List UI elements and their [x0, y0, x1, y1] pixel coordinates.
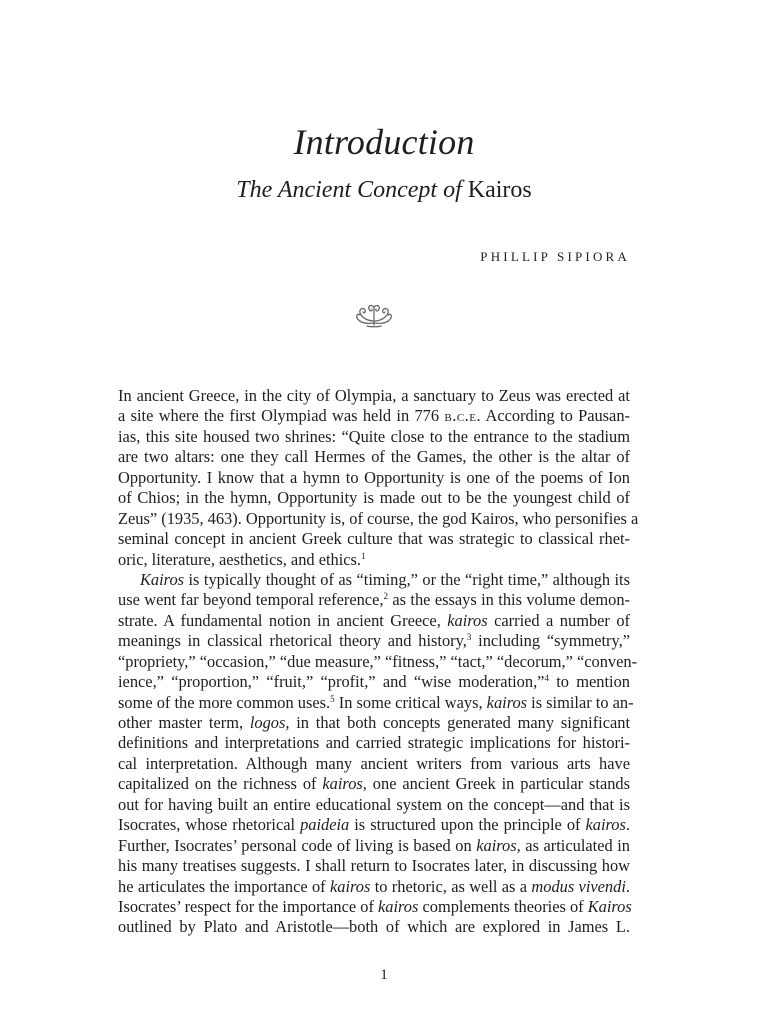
text-line: oric, literature, aesthetics, and ethics.$^1$ — [118, 549, 366, 569]
text-line: Kairos is typically thought of as “timing,” or the “right time,” although its — [140, 569, 630, 589]
text-line: meanings in classical rhetorical theory and history,$^3$ including “symmetry,” — [118, 631, 630, 651]
text-line: other master term, logos, in that both concepts generated many significant — [118, 713, 631, 732]
text-line: some of the more common uses.$^5$ In some critical ways, kairos is similar to an- — [118, 692, 634, 712]
text-line: definitions and interpretations and carried strategic implications for histori- — [118, 733, 630, 753]
text-line: his many treatises suggests. I shall return to Isocrates later, in discussing how — [118, 856, 630, 876]
text-line: of Chios; in the hymn, Opportunity is made out to be the youngest child of — [118, 488, 630, 508]
chapter-subtitle — [0, 174, 768, 206]
text-line: Isocrates’ respect for the importance of kairos complements theories of Kairos — [118, 896, 632, 916]
subtitle-italic-part: The Ancient Concept of — [236, 177, 468, 203]
text-line: a site where the first Olympiad was held in 776 b.c.e. According to Pausan- — [118, 406, 630, 426]
fleuron-ornament-icon — [354, 301, 394, 329]
author-name: PHILLIP SIPIORA — [480, 249, 630, 264]
text-line: are two altars: one they call Hermes of the Games, the other is the altar of — [118, 447, 630, 467]
text-line: Zeus” (1935, 463). Opportunity is, of course, the god Kairos, who personifies a — [118, 508, 639, 528]
footnote-marker: 1 — [361, 550, 366, 561]
text-line: outlined by Plato and Aristotle—both of which are explored in James L. — [118, 917, 630, 937]
text-line: cal interpretation. Although many ancient writers from various arts have — [118, 753, 630, 773]
text-line: he articulates the importance of kairos to rhetoric, as well as a modus vivendi. — [118, 876, 630, 896]
text-line: capitalized on the richness of kairos, one ancient Greek in particular stands — [118, 774, 630, 794]
footnote-marker: 3 — [466, 632, 472, 643]
text-line: Opportunity. I know that a hymn to Opportunity is one of the poems of Ion — [118, 467, 630, 487]
text-line: out for having built an entire educational system on the concept—and that is — [118, 794, 630, 814]
chapter-title: Introduction — [293, 122, 475, 162]
text-line: Further, Isocrates’ personal code of living is based on kairos, as articulated in — [118, 835, 630, 855]
text-line: use went far beyond temporal reference,$^2$ as the essays in this volume demon- — [118, 590, 630, 610]
body-text — [118, 386, 639, 938]
footnote-marker: 2 — [383, 591, 388, 602]
subtitle-roman-part: Kairos — [467, 177, 532, 203]
text-line: ias, this site housed two shrines: “Quite close to the entrance to the stadium — [118, 426, 630, 446]
text-line: strate. A fundamental notion in ancient Greece, kairos carried a number of — [118, 610, 630, 630]
footnote-marker: 5 — [330, 693, 335, 704]
text-line: “propriety,” “occasion,” “due measure,” “fitness,” “tact,” “decorum,” “conven- — [118, 651, 638, 671]
footnote-marker: 4 — [544, 673, 549, 684]
text-line: seminal concept in ancient Greek culture that was strategic to classical rhet- — [118, 529, 630, 549]
text-line: ience,” “proportion,” “fruit,” “profit,” and “wise moderation,”$^4$ to mention — [118, 672, 630, 692]
text-line: Isocrates, whose rhetorical paideia is structured upon the principle of kairos. — [118, 815, 630, 835]
page-number: 1 — [380, 967, 388, 983]
text-line: In ancient Greece, in the city of Olympia, a sanctuary to Zeus was erected at — [118, 386, 630, 405]
